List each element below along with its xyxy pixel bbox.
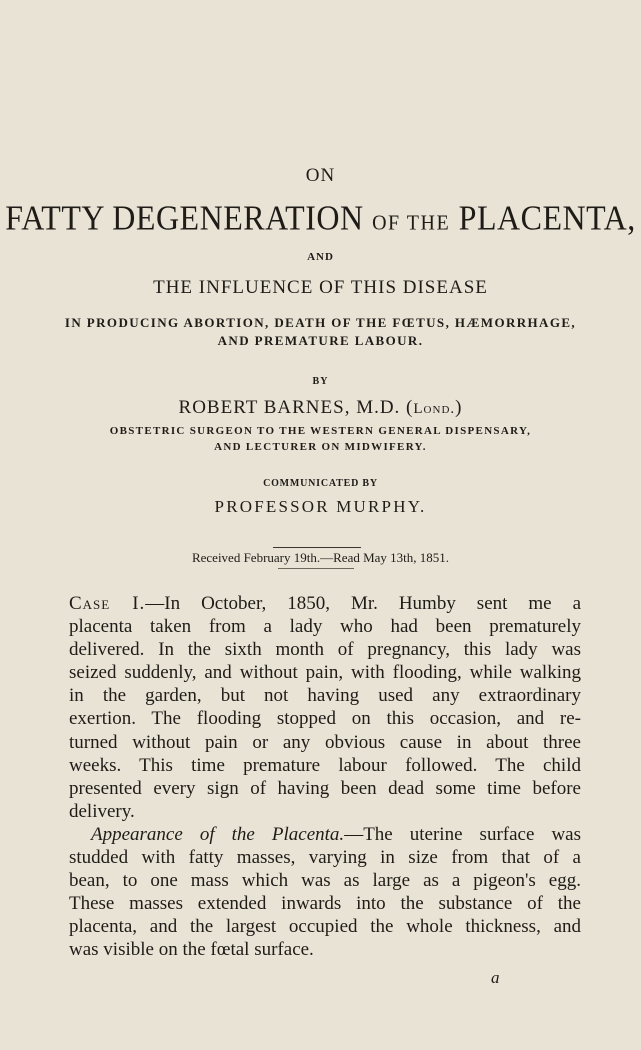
- heading-and: AND: [307, 251, 334, 263]
- signature-mark: a: [491, 968, 500, 987]
- body-line: placenta taken from a lady who had been prematurely: [69, 616, 581, 638]
- body-line: delivery.: [69, 800, 135, 822]
- author-lond: Lond.: [413, 401, 456, 417]
- paper-title: [0, 198, 641, 238]
- body-text: [69, 592, 581, 962]
- body-line: in the garden, but not having used any extraordinary: [69, 685, 581, 707]
- author-name-main: ROBERT BARNES, M.D. (: [178, 397, 414, 418]
- title-part-b: PLACENTA,: [458, 198, 636, 237]
- body-line: weeks. This time premature labour followed. The child: [69, 754, 581, 776]
- subtitle-influence: THE INFLUENCE OF THIS DISEASE: [153, 277, 488, 298]
- heading-on: ON: [305, 165, 336, 186]
- heading-by: BY: [312, 376, 329, 387]
- received-date: Received February 19th.—Read May 13th, 1851.: [191, 550, 450, 565]
- divider-bottom: [278, 568, 354, 569]
- author-position-line-2: AND LECTURER ON MIDWIFERY.: [214, 441, 427, 453]
- body-line: seized suddenly, and without pain, with flooding, while walking: [69, 662, 581, 684]
- body-line: was visible on the fœtal surface.: [69, 939, 314, 961]
- body-line: studded with fatty masses, varying in size from that of a: [69, 847, 581, 869]
- body-line: [69, 823, 581, 846]
- body-line: turned without pain or any obvious cause in about three: [69, 731, 581, 753]
- section-heading-italic: Appearance of the Placenta.: [91, 823, 345, 845]
- body-line: placenta, and the largest occupied the whole thickness, and: [69, 916, 581, 938]
- divider-top: [273, 547, 361, 548]
- author-close: ): [455, 397, 463, 418]
- body-line: presented every sign of having been dead some time before: [69, 777, 581, 799]
- body-line: exertion. The flooding stopped on this occasion, and re-: [69, 708, 581, 730]
- author-position-line-1: OBSTETRIC SURGEON TO THE WESTERN GENERAL DISPENSARY,: [109, 425, 532, 437]
- body-line: These masses extended inwards into the substance of the: [69, 893, 581, 915]
- body-line-text: —The uterine surface was: [344, 823, 581, 845]
- body-line: [69, 592, 581, 615]
- title-of-the: OF THE: [372, 210, 451, 235]
- body-line-text: —In October, 1850, Mr. Humby sent me a: [145, 593, 581, 614]
- author-name: [0, 397, 641, 419]
- communicated-by: COMMUNICATED BY: [263, 478, 378, 489]
- subtitle-line-2: AND PREMATURE LABOUR.: [217, 333, 424, 348]
- case-label: Case I.: [69, 593, 146, 614]
- body-line: delivered. In the sixth month of pregnancy, this lady was: [69, 639, 581, 661]
- communicator-name: PROFESSOR MURPHY.: [214, 497, 427, 516]
- subtitle-line-1: IN PRODUCING ABORTION, DEATH OF THE FŒTUS, HÆMORRHAGE,: [64, 315, 577, 330]
- body-line: bean, to one mass which was as large as a pigeon's egg.: [69, 870, 581, 892]
- title-part-a: FATTY DEGENERATION: [5, 198, 364, 237]
